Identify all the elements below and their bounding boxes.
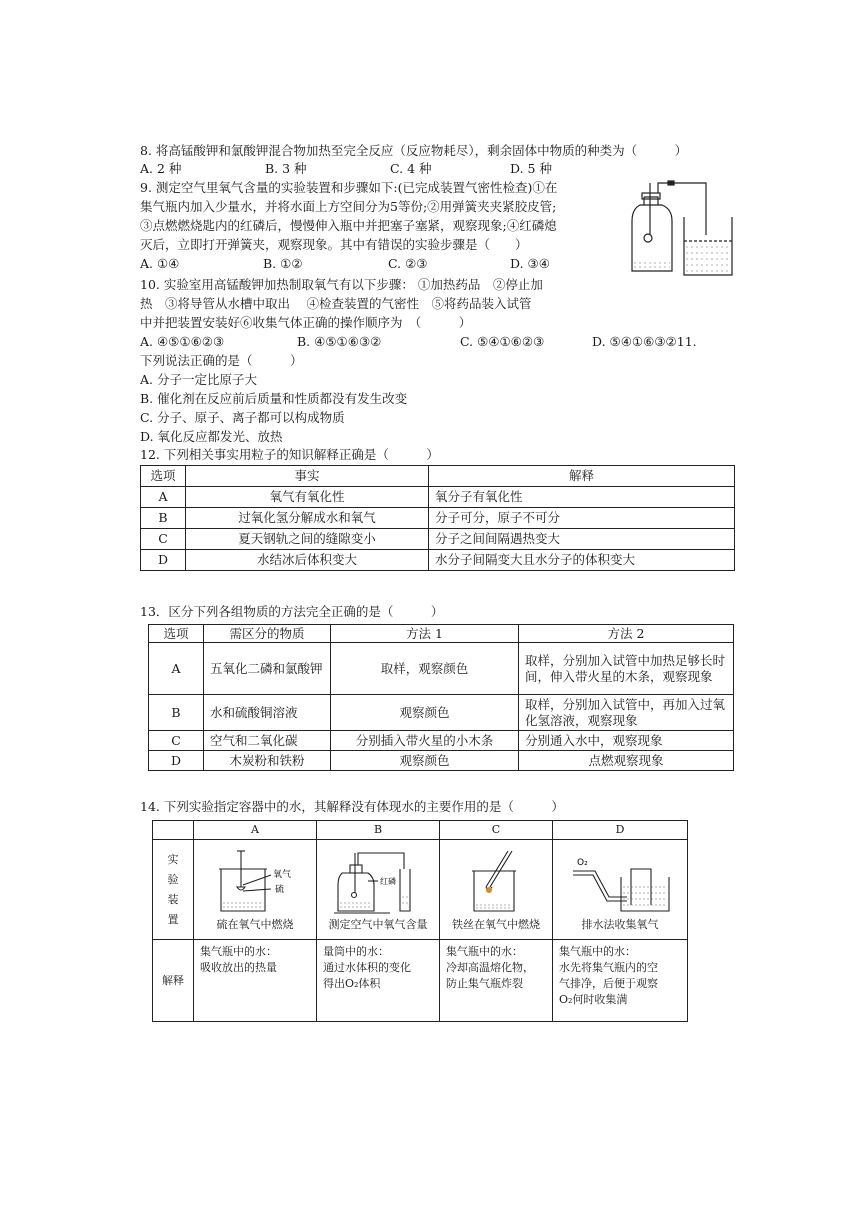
- explanation-cell-c: [440, 940, 553, 1022]
- explanation-line: 吸收放出的热量: [200, 961, 277, 974]
- label-char: 装: [167, 892, 179, 906]
- q9-line: 9. 测定空气里氧气含量的实验装置和步骤如下:(已完成装置气密性检查)①在: [140, 180, 558, 195]
- q10-line: 热 ③将导管从水槽中取出 ④检查装置的气密性 ⑤将药品装入试管: [140, 296, 532, 311]
- table-cell: 五氧化二磷和氯酸钾: [204, 643, 331, 695]
- table-cell: 取样，观察颜色: [331, 643, 519, 695]
- label-char: 验: [167, 872, 179, 886]
- q11-option-c: C. 分子、原子、离子都可以构成物质: [140, 410, 345, 425]
- q9-apparatus-figure: [628, 175, 738, 280]
- table-row: [149, 695, 734, 731]
- q14-stem: 14. 下列实验指定容器中的水，其解释没有体现水的主要作用的是（ ）: [140, 799, 564, 814]
- q9-line: ③点燃燃烧匙内的红磷后，慢慢伸入瓶中并把塞子塞紧，观察现象;④红磷熄: [140, 218, 557, 233]
- table-cell: A: [141, 487, 186, 508]
- q11-option-b: B. 催化剂在反应前后质量和性质都没有发生改变: [140, 391, 408, 406]
- q8-option-d: D. 5 种: [510, 161, 552, 176]
- explanation-line: 通过水体积的变化: [323, 961, 411, 974]
- table-cell: D: [149, 751, 204, 771]
- explanation-line: O₂何时收集满: [559, 993, 628, 1006]
- q10-option-d: D. ⑤④①⑥③②11.: [592, 334, 697, 349]
- table-header-row: [153, 821, 688, 840]
- label-char: 置: [167, 912, 179, 926]
- water-displacement-figure: [565, 847, 675, 917]
- label-red-phosphorus: 红磷: [380, 876, 396, 886]
- table-cell: 观察颜色: [331, 751, 519, 771]
- table-header-cell: 解释: [429, 466, 735, 487]
- q10-line: 中并把装置安装好⑥收集气体正确的操作顺序为 （ ）: [140, 315, 472, 330]
- table-row: [149, 643, 734, 695]
- figure-caption: 硫在氧气中燃烧: [216, 917, 294, 931]
- figure-caption: 排水法收集氧气: [581, 917, 659, 931]
- table-cell: C: [149, 731, 204, 751]
- table-row: [149, 731, 734, 751]
- explanation-line: 集气瓶中的水：: [559, 945, 636, 958]
- q11-option-a: A. 分子一定比原子大: [140, 372, 257, 387]
- explanation-line: 冷却高温熔化物，: [446, 961, 534, 974]
- figure-caption: 铁丝在氧气中燃烧: [452, 917, 540, 931]
- explanation-cell-d: [553, 940, 688, 1022]
- table-row: [141, 529, 735, 550]
- q8-stem: 8. 将高锰酸钾和氯酸钾混合物加热至完全反应（反应物耗尽），剩余固体中物质的种类为（ ）: [140, 143, 688, 158]
- explanation-line: 量筒中的水：: [323, 945, 389, 958]
- explanation-cell-b: [317, 940, 440, 1022]
- table-cell: 观察颜色: [331, 695, 519, 731]
- figure-caption: 测定空气中氧气含量: [328, 917, 428, 931]
- table-cell: 分别插入带火星的小木条: [331, 731, 519, 751]
- table-row-apparatus: [153, 840, 688, 940]
- q9-line: 灭后，立即打开弹簧夹，观察现象。其中有错误的实验步骤是（ ）: [140, 237, 528, 252]
- table-row: [141, 550, 735, 571]
- table-cell: D: [141, 550, 186, 571]
- explanation-cell-a: [194, 940, 317, 1022]
- q8-option-c: C. 4 种: [390, 161, 432, 176]
- apparatus-cell-a: [194, 840, 317, 940]
- table-cell: 氧气有氧化性: [186, 487, 429, 508]
- q8-option-b: B. 3 种: [265, 161, 307, 176]
- label-oxygen: 氧气: [273, 869, 292, 880]
- table-header-cell: 选项: [149, 625, 204, 643]
- table-header-cell: [153, 821, 194, 840]
- table-cell: 水和硫酸铜溶液: [204, 695, 331, 731]
- table-cell: 分子之间间隔遇热变大: [429, 529, 735, 550]
- explanation-line: 气排净，后便于观察: [559, 977, 658, 990]
- q13-table: [148, 624, 734, 771]
- table-cell: 水结冰后体积变大: [186, 550, 429, 571]
- q9-option-a: A. ①④: [140, 256, 180, 271]
- apparatus-cell-b: [317, 840, 440, 940]
- q14-table: [152, 820, 688, 1022]
- q12-table: [140, 465, 735, 571]
- table-header-cell: A: [194, 821, 317, 840]
- q13-stem: 13．区分下列各组物质的方法完全正确的是（ ）: [140, 604, 444, 619]
- table-row: [149, 751, 734, 771]
- table-cell: 木炭粉和铁粉: [204, 751, 331, 771]
- apparatus-cell-c: [440, 840, 553, 940]
- table-header-cell: 方法 2: [519, 625, 734, 643]
- table-row-explanation: [153, 940, 688, 1022]
- q10-option-b: B. ④⑤①⑥③②: [297, 334, 382, 349]
- explanation-line: 集气瓶中的水：: [200, 945, 277, 958]
- q8-option-a: A. 2 种: [140, 161, 182, 176]
- table-row: [141, 487, 735, 508]
- table-cell: 点燃观察现象: [519, 751, 734, 771]
- table-cell: B: [149, 695, 204, 731]
- q9-line: 集气瓶内加入少量水，并将水面上方空间分为5等份;②用弹簧夹夹紧胶皮管;: [140, 199, 557, 214]
- q9-option-c: C. ②③: [388, 256, 428, 271]
- table-cell: 分别通入水中，观察现象: [519, 731, 734, 751]
- label-sulfur: 硫: [275, 884, 285, 895]
- table-cell: B: [141, 508, 186, 529]
- table-cell: 空气和二氧化碳: [204, 731, 331, 751]
- table-cell: A: [149, 643, 204, 695]
- iron-wire-combustion-figure: [456, 847, 536, 917]
- q10-option-a: A. ④⑤①⑥②③: [140, 334, 225, 349]
- apparatus-row-label: [153, 840, 194, 940]
- q9-option-b: B. ①②: [263, 256, 303, 271]
- explanation-line: 得出O₂体积: [323, 977, 381, 990]
- explanation-line: 集气瓶中的水：: [446, 945, 523, 958]
- table-header-cell: C: [440, 821, 553, 840]
- table-cell: 夏天钢轨之间的缝隙变小: [186, 529, 429, 550]
- q10-option-c: C. ⑤④①⑥②③: [460, 334, 545, 349]
- sulfur-combustion-figure: [207, 847, 303, 917]
- apparatus-cell-d: [553, 840, 688, 940]
- q12-stem: 12. 下列相关事实用粒子的知识解释正确是（ ）: [140, 447, 439, 462]
- table-header-cell: 需区分的物质: [204, 625, 331, 643]
- table-cell: 水分子间隔变大且水分子的体积变大: [429, 550, 735, 571]
- q11-stem: 下列说法正确的是（ ）: [140, 353, 303, 368]
- oxygen-content-figure: [328, 847, 428, 917]
- table-header-cell: 选项: [141, 466, 186, 487]
- explanation-row-label: 解释: [153, 940, 194, 1022]
- explanation-line: 防止集气瓶炸裂: [446, 977, 523, 990]
- q11-option-d: D. 氧化反应都发光、放热: [140, 429, 283, 444]
- table-cell: 取样，分别加入试管中加热足够长时间，伸入带火星的木条，观察现象: [519, 643, 734, 695]
- table-cell: C: [141, 529, 186, 550]
- table-header-cell: B: [317, 821, 440, 840]
- table-header-cell: D: [553, 821, 688, 840]
- explanation-line: 水先将集气瓶内的空: [559, 961, 658, 974]
- table-cell: 取样，分别加入试管中，再加入过氧化氢溶液，观察现象: [519, 695, 734, 731]
- table-cell: 分子可分，原子不可分: [429, 508, 735, 529]
- table-header-cell: 事实: [186, 466, 429, 487]
- label-char: 实: [167, 852, 179, 866]
- label-o2: O₂: [577, 857, 588, 868]
- table-row: [141, 508, 735, 529]
- table-header-row: [141, 466, 735, 487]
- q9-option-d: D. ③④: [510, 256, 550, 271]
- q10-line: 10. 实验室用高锰酸钾加热制取氧气有以下步骤： ①加热药品 ②停止加: [140, 277, 543, 292]
- table-cell: 氧分子有氧化性: [429, 487, 735, 508]
- table-header-cell: 方法 1: [331, 625, 519, 643]
- table-header-row: [149, 625, 734, 643]
- table-cell: 过氧化氢分解成水和氧气: [186, 508, 429, 529]
